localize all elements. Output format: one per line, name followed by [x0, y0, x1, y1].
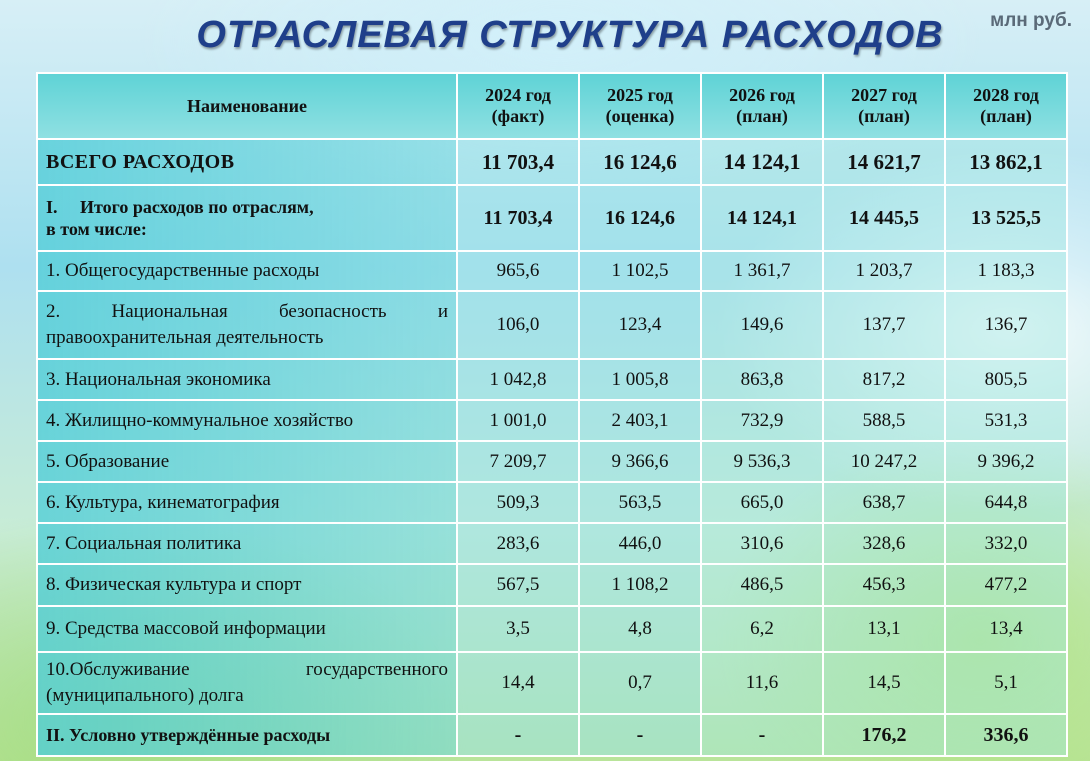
- table-cell: 817,2: [823, 359, 945, 400]
- table-cell: 477,2: [945, 564, 1067, 606]
- header-year: [457, 73, 579, 139]
- total-label: ВСЕГО РАСХОДОВ: [37, 139, 457, 185]
- table-row: [37, 606, 1067, 652]
- row-label: 2. Национальная безопасность и правоохранительная деятельность: [37, 291, 457, 359]
- table-cell: 336,6: [945, 714, 1067, 756]
- table-cell: 11 703,4: [457, 185, 579, 251]
- table-row: [37, 359, 1067, 400]
- table-cell: 588,5: [823, 400, 945, 441]
- section-1-row: [37, 185, 1067, 251]
- table-cell: 456,3: [823, 564, 945, 606]
- table-cell: 137,7: [823, 291, 945, 359]
- header-year: [945, 73, 1067, 139]
- table-cell: 531,3: [945, 400, 1067, 441]
- table-cell: 149,6: [701, 291, 823, 359]
- table-cell: 1 203,7: [823, 251, 945, 291]
- header-year-label: 2026 год: [729, 85, 795, 105]
- table-row: [37, 482, 1067, 523]
- page-title: ОТРАСЛЕВАЯ СТРУКТУРА РАСХОДОВ: [196, 14, 944, 56]
- table-cell: 2 403,1: [579, 400, 701, 441]
- row-label: 10.Обслуживание государственного (муниципального) долга: [37, 652, 457, 714]
- table-cell: 13,4: [945, 606, 1067, 652]
- table-row: [37, 400, 1067, 441]
- table-cell: 13 862,1: [945, 139, 1067, 185]
- table-row: [37, 523, 1067, 564]
- table-cell: 0,7: [579, 652, 701, 714]
- row-label: 1. Общегосударственные расходы: [37, 251, 457, 291]
- table-cell: 11 703,4: [457, 139, 579, 185]
- table-cell: 176,2: [823, 714, 945, 756]
- table-row: [37, 652, 1067, 714]
- table-cell: 14 445,5: [823, 185, 945, 251]
- header-year: [579, 73, 701, 139]
- table-cell: 1 183,3: [945, 251, 1067, 291]
- header-name: Наименование: [37, 73, 457, 139]
- table-cell: 567,5: [457, 564, 579, 606]
- table-cell: 1 108,2: [579, 564, 701, 606]
- table-cell: 1 102,5: [579, 251, 701, 291]
- table-cell: 136,7: [945, 291, 1067, 359]
- header-year-kind: (факт): [491, 106, 545, 126]
- table-cell: 332,0: [945, 523, 1067, 564]
- table-cell: 328,6: [823, 523, 945, 564]
- table-cell: 10 247,2: [823, 441, 945, 482]
- table-cell: -: [579, 714, 701, 756]
- table-cell: 4,8: [579, 606, 701, 652]
- table-cell: 6,2: [701, 606, 823, 652]
- table-cell: 16 124,6: [579, 185, 701, 251]
- table-cell: 563,5: [579, 482, 701, 523]
- header-year-label: 2025 год: [607, 85, 673, 105]
- table-cell: 16 124,6: [579, 139, 701, 185]
- table-cell: 5,1: [945, 652, 1067, 714]
- header-year-label: 2028 год: [973, 85, 1039, 105]
- row-label: 6. Культура, кинематография: [37, 482, 457, 523]
- table-cell: 486,5: [701, 564, 823, 606]
- total-row: [37, 139, 1067, 185]
- table-cell: 11,6: [701, 652, 823, 714]
- section-2-label: II. Условно утверждённые расходы: [37, 714, 457, 756]
- table-cell: 14,4: [457, 652, 579, 714]
- table-cell: -: [701, 714, 823, 756]
- table-cell: 13,1: [823, 606, 945, 652]
- header-year: [701, 73, 823, 139]
- table-row: [37, 441, 1067, 482]
- table-cell: 9 396,2: [945, 441, 1067, 482]
- table-cell: 9 366,6: [579, 441, 701, 482]
- table-cell: 3,5: [457, 606, 579, 652]
- row-label: 8. Физическая культура и спорт: [37, 564, 457, 606]
- table-cell: 106,0: [457, 291, 579, 359]
- table-cell: 638,7: [823, 482, 945, 523]
- table-cell: 1 361,7: [701, 251, 823, 291]
- table-cell: 283,6: [457, 523, 579, 564]
- table-cell: 13 525,5: [945, 185, 1067, 251]
- section-1-label-line: I. Итого расходов по отраслям,: [46, 197, 314, 217]
- table-cell: 1 005,8: [579, 359, 701, 400]
- header-year-label: 2024 год: [485, 85, 551, 105]
- row-label: 4. Жилищно-коммунальное хозяйство: [37, 400, 457, 441]
- table-cell: 14 124,1: [701, 185, 823, 251]
- table-cell: 1 001,0: [457, 400, 579, 441]
- table-cell: 644,8: [945, 482, 1067, 523]
- table-cell: 965,6: [457, 251, 579, 291]
- table-cell: 14,5: [823, 652, 945, 714]
- expense-structure-table: [36, 72, 1068, 757]
- header-year-kind: (план): [736, 106, 788, 126]
- row-label: 9. Средства массовой информации: [37, 606, 457, 652]
- unit-label: млн руб.: [990, 10, 1072, 31]
- header-year-kind: (план): [858, 106, 910, 126]
- table-cell: 509,3: [457, 482, 579, 523]
- table-cell: 9 536,3: [701, 441, 823, 482]
- table-cell: 805,5: [945, 359, 1067, 400]
- table-cell: 1 042,8: [457, 359, 579, 400]
- header-year-kind: (оценка): [605, 106, 675, 126]
- row-label: 3. Национальная экономика: [37, 359, 457, 400]
- section-1-label: [37, 185, 457, 251]
- section-1-label-line: в том числе:: [46, 219, 147, 239]
- table-cell: 14 621,7: [823, 139, 945, 185]
- row-label: 5. Образование: [37, 441, 457, 482]
- table-cell: 863,8: [701, 359, 823, 400]
- table-cell: 7 209,7: [457, 441, 579, 482]
- table-cell: 446,0: [579, 523, 701, 564]
- header-year-label: 2027 год: [851, 85, 917, 105]
- section-2-row: [37, 714, 1067, 756]
- table-cell: 665,0: [701, 482, 823, 523]
- table-cell: 123,4: [579, 291, 701, 359]
- table-header-row: [37, 73, 1067, 139]
- table-row: [37, 291, 1067, 359]
- table-cell: 732,9: [701, 400, 823, 441]
- row-label: 7. Социальная политика: [37, 523, 457, 564]
- header-year-kind: (план): [980, 106, 1032, 126]
- table-row: [37, 251, 1067, 291]
- table-cell: 310,6: [701, 523, 823, 564]
- table-cell: -: [457, 714, 579, 756]
- header-year: [823, 73, 945, 139]
- table-cell: 14 124,1: [701, 139, 823, 185]
- table-row: [37, 564, 1067, 606]
